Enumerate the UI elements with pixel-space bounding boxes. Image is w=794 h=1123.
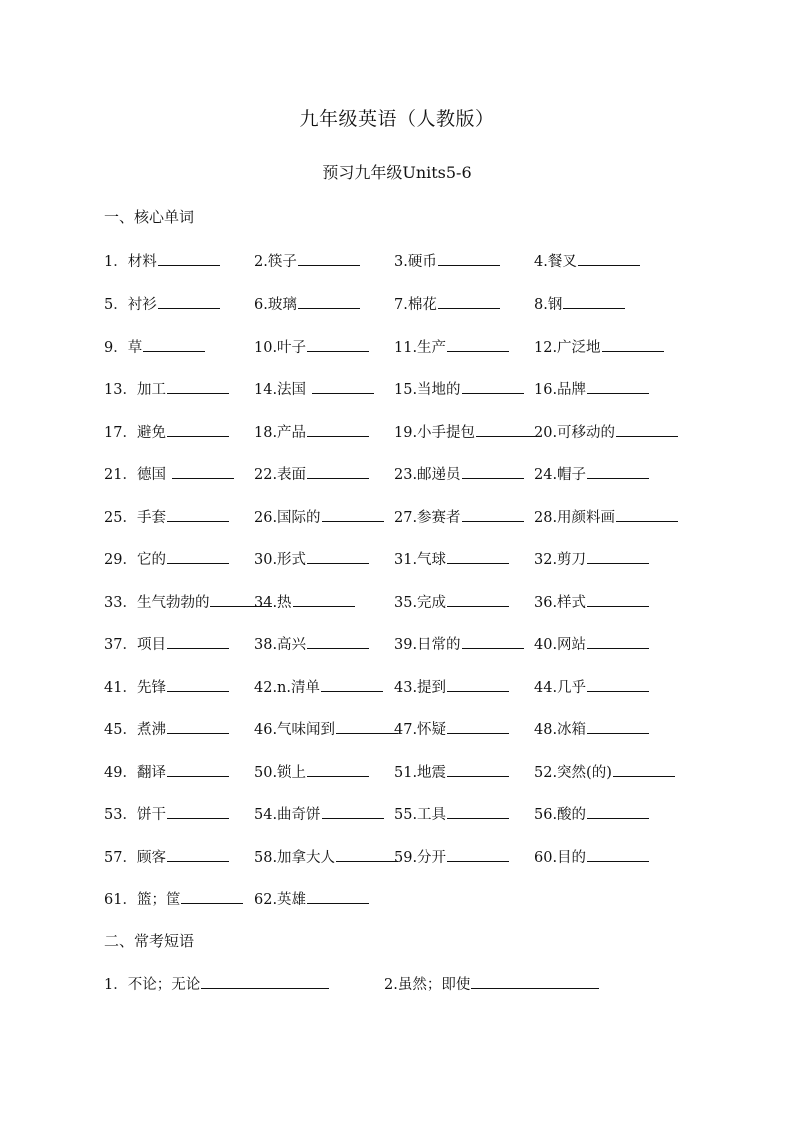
answer-blank[interactable]: [447, 761, 509, 777]
answer-blank[interactable]: [321, 676, 383, 692]
vocab-item: [104, 803, 229, 825]
vocab-label: 25．手套: [104, 510, 166, 526]
vocab-label: 53．饼干: [104, 807, 166, 823]
answer-blank[interactable]: [322, 803, 384, 819]
phrase-label: 1．不论；无论: [104, 977, 201, 993]
vocab-row: [104, 506, 704, 526]
answer-blank[interactable]: [447, 718, 509, 734]
answer-blank[interactable]: [336, 846, 398, 862]
vocab-item: [104, 378, 229, 400]
vocab-row: [104, 336, 704, 356]
answer-blank[interactable]: [563, 293, 625, 309]
vocab-item: [254, 463, 369, 485]
vocab-label: 34.热: [254, 595, 292, 611]
page-title: 九年级英语（人教版）: [299, 108, 495, 130]
phrase-item: [384, 973, 599, 995]
vocab-row: [104, 888, 704, 908]
section-heading-core-words: 一、核心单词: [104, 208, 195, 226]
vocab-label: 32.剪刀: [534, 552, 587, 568]
vocab-item: [104, 336, 205, 358]
answer-blank[interactable]: [158, 250, 220, 266]
vocab-label: 36.样式: [534, 595, 587, 611]
vocab-label: 31.气球: [394, 552, 447, 568]
answer-blank[interactable]: [602, 336, 664, 352]
answer-blank[interactable]: [167, 803, 229, 819]
answer-blank[interactable]: [312, 378, 374, 394]
vocab-item: [534, 336, 664, 358]
answer-blank[interactable]: [307, 421, 369, 437]
vocab-label: 17．避免: [104, 425, 166, 441]
answer-blank[interactable]: [587, 378, 649, 394]
vocab-item: [104, 676, 229, 698]
vocab-label: 54.曲奇饼: [254, 807, 321, 823]
answer-blank[interactable]: [447, 846, 509, 862]
vocab-item: [534, 676, 649, 698]
vocab-label: 12.广泛地: [534, 340, 601, 356]
vocab-label: 37．项目: [104, 637, 166, 653]
answer-blank[interactable]: [438, 250, 500, 266]
answer-blank[interactable]: [447, 548, 509, 564]
answer-blank[interactable]: [167, 421, 229, 437]
vocab-label: 52.突然(的): [534, 765, 612, 781]
phrase-row: [104, 973, 704, 993]
vocab-item: [254, 506, 384, 528]
vocab-label: 33．生气勃勃的: [104, 595, 210, 611]
vocab-item: [104, 846, 229, 868]
vocab-item: [534, 591, 649, 613]
vocab-item: [254, 633, 369, 655]
vocab-item: [394, 506, 524, 528]
vocab-item: [104, 463, 234, 485]
page-subtitle: 预习九年级Units5-6: [322, 163, 472, 182]
vocab-label: 42.n.清单: [254, 680, 321, 696]
answer-blank[interactable]: [462, 633, 524, 649]
vocab-item: [534, 463, 649, 485]
answer-blank[interactable]: [462, 378, 524, 394]
answer-blank[interactable]: [322, 506, 384, 522]
vocab-item: [394, 591, 509, 613]
answer-blank[interactable]: [158, 293, 220, 309]
answer-blank[interactable]: [447, 803, 509, 819]
answer-blank[interactable]: [462, 463, 524, 479]
answer-blank[interactable]: [447, 676, 509, 692]
answer-blank[interactable]: [307, 463, 369, 479]
vocab-label: 2.筷子: [254, 254, 297, 270]
answer-blank[interactable]: [167, 676, 229, 692]
vocab-row: [104, 633, 704, 653]
answer-blank[interactable]: [167, 506, 229, 522]
vocab-label: 43.提到: [394, 680, 447, 696]
vocab-item: [254, 803, 384, 825]
answer-blank[interactable]: [167, 633, 229, 649]
vocab-item: [254, 378, 374, 400]
vocab-item: [104, 250, 220, 272]
vocab-label: 10.叶子: [254, 340, 307, 356]
vocab-label: 49．翻译: [104, 765, 166, 781]
vocab-label: 1．材料: [104, 254, 157, 270]
vocab-label: 7.棉花: [394, 297, 437, 313]
answer-blank[interactable]: [587, 548, 649, 564]
answer-blank[interactable]: [293, 591, 355, 607]
vocab-row: [104, 250, 704, 270]
vocab-item: [104, 293, 220, 315]
vocab-label: 38.高兴: [254, 637, 307, 653]
vocab-item: [254, 421, 369, 443]
answer-blank[interactable]: [613, 761, 675, 777]
vocab-label: 23.邮递员: [394, 467, 461, 483]
answer-blank[interactable]: [587, 463, 649, 479]
vocab-item: [394, 803, 509, 825]
vocab-label: 46.气味闻到: [254, 722, 336, 738]
vocab-label: 14.法国: [254, 382, 311, 398]
vocab-item: [254, 548, 369, 570]
vocab-label: 59.分开: [394, 850, 447, 866]
vocab-item: [254, 293, 360, 315]
vocab-label: 22.表面: [254, 467, 307, 483]
answer-blank[interactable]: [587, 676, 649, 692]
vocab-label: 51.地震: [394, 765, 447, 781]
vocab-item: [254, 676, 383, 698]
vocab-item: [254, 888, 369, 910]
vocab-row: [104, 591, 704, 611]
vocab-item: [534, 378, 649, 400]
vocab-row: [104, 421, 704, 441]
vocab-item: [254, 718, 398, 740]
answer-blank[interactable]: [336, 718, 398, 734]
answer-blank[interactable]: [616, 506, 678, 522]
vocab-label: 19.小手提包: [394, 425, 476, 441]
vocab-item: [104, 633, 229, 655]
answer-blank[interactable]: [298, 250, 360, 266]
vocab-item: [394, 548, 509, 570]
vocab-label: 45．煮沸: [104, 722, 166, 738]
vocab-label: 21．德国: [104, 467, 171, 483]
vocab-row: [104, 378, 704, 398]
vocab-label: 24.帽子: [534, 467, 587, 483]
vocab-item: [394, 633, 524, 655]
answer-blank[interactable]: [172, 463, 234, 479]
vocab-item: [534, 506, 678, 528]
vocab-label: 4.餐叉: [534, 254, 577, 270]
section-heading-phrases: 二、常考短语: [104, 932, 195, 950]
vocab-item: [254, 761, 369, 783]
vocab-label: 29．它的: [104, 552, 166, 568]
answer-blank[interactable]: [298, 293, 360, 309]
vocab-label: 58.加拿大人: [254, 850, 336, 866]
vocab-item: [394, 293, 500, 315]
answer-blank[interactable]: [307, 633, 369, 649]
vocab-label: 27.参赛者: [394, 510, 461, 526]
vocab-item: [534, 803, 649, 825]
vocab-item: [534, 250, 640, 272]
vocab-label: 48.冰箱: [534, 722, 587, 738]
vocab-label: 15.当地的: [394, 382, 461, 398]
answer-blank[interactable]: [447, 336, 509, 352]
vocab-label: 62.英雄: [254, 892, 307, 908]
vocab-item: [534, 633, 649, 655]
vocab-label: 39.日常的: [394, 637, 461, 653]
vocab-item: [394, 250, 500, 272]
answer-blank[interactable]: [167, 378, 229, 394]
answer-blank[interactable]: [307, 761, 369, 777]
vocab-label: 8.钢: [534, 297, 563, 313]
vocab-label: 40.网站: [534, 637, 587, 653]
vocab-label: 20.可移动的: [534, 425, 616, 441]
vocab-row: [104, 463, 704, 483]
vocab-item: [104, 506, 229, 528]
vocab-row: [104, 761, 704, 781]
answer-blank[interactable]: [167, 761, 229, 777]
vocab-row: [104, 846, 704, 866]
vocab-item: [534, 718, 649, 740]
vocab-label: 35.完成: [394, 595, 447, 611]
vocab-item: [394, 846, 509, 868]
answer-blank[interactable]: [307, 548, 369, 564]
vocab-row: [104, 803, 704, 823]
vocab-item: [254, 336, 369, 358]
answer-blank[interactable]: [201, 973, 329, 989]
answer-blank[interactable]: [181, 888, 243, 904]
vocab-item: [394, 761, 509, 783]
vocab-item: [394, 676, 509, 698]
vocab-row: [104, 293, 704, 313]
answer-blank[interactable]: [587, 803, 649, 819]
vocab-label: 57．顾客: [104, 850, 166, 866]
vocab-item: [104, 548, 229, 570]
answer-blank[interactable]: [438, 293, 500, 309]
vocab-label: 61．篮；筐: [104, 892, 181, 908]
answer-blank[interactable]: [476, 421, 538, 437]
vocab-item: [394, 718, 509, 740]
vocab-item: [534, 846, 649, 868]
vocab-item: [394, 463, 524, 485]
phrase-label: 2.虽然；即使: [384, 977, 471, 993]
answer-blank[interactable]: [167, 548, 229, 564]
answer-blank[interactable]: [307, 336, 369, 352]
vocab-item: [254, 591, 355, 613]
vocab-label: 55.工具: [394, 807, 447, 823]
answer-blank[interactable]: [462, 506, 524, 522]
vocab-item: [394, 378, 524, 400]
vocab-label: 18.产品: [254, 425, 307, 441]
vocab-item: [534, 548, 649, 570]
answer-blank[interactable]: [587, 591, 649, 607]
vocab-item: [104, 888, 243, 910]
vocab-label: 30.形式: [254, 552, 307, 568]
vocab-item: [394, 336, 509, 358]
vocab-item: [104, 591, 272, 613]
vocab-item: [104, 421, 229, 443]
answer-blank[interactable]: [578, 250, 640, 266]
vocab-row: [104, 548, 704, 568]
answer-blank[interactable]: [587, 633, 649, 649]
vocab-item: [534, 761, 675, 783]
vocab-item: [104, 718, 229, 740]
vocab-label: 3.硬币: [394, 254, 437, 270]
answer-blank[interactable]: [471, 973, 599, 989]
answer-blank[interactable]: [587, 718, 649, 734]
vocab-item: [534, 293, 625, 315]
answer-blank[interactable]: [307, 888, 369, 904]
vocab-label: 26.国际的: [254, 510, 321, 526]
vocab-label: 56.酸的: [534, 807, 587, 823]
vocab-item: [394, 421, 538, 443]
answer-blank[interactable]: [143, 336, 205, 352]
vocab-item: [534, 421, 678, 443]
vocab-label: 13．加工: [104, 382, 166, 398]
answer-blank[interactable]: [447, 591, 509, 607]
vocab-label: 9．草: [104, 340, 143, 356]
answer-blank[interactable]: [616, 421, 678, 437]
vocab-row: [104, 718, 704, 738]
vocab-label: 50.锁上: [254, 765, 307, 781]
vocab-label: 28.用颜料画: [534, 510, 616, 526]
answer-blank[interactable]: [167, 718, 229, 734]
answer-blank[interactable]: [587, 846, 649, 862]
vocab-label: 44.几乎: [534, 680, 587, 696]
vocab-label: 47.怀疑: [394, 722, 447, 738]
answer-blank[interactable]: [167, 846, 229, 862]
vocab-label: 11.生产: [394, 340, 447, 356]
phrase-item: [104, 973, 329, 995]
vocab-item: [104, 761, 229, 783]
vocab-item: [254, 846, 398, 868]
vocab-label: 6.玻璃: [254, 297, 297, 313]
vocab-label: 60.目的: [534, 850, 587, 866]
vocab-label: 16.品牌: [534, 382, 587, 398]
vocab-item: [254, 250, 360, 272]
vocab-label: 41．先锋: [104, 680, 166, 696]
vocab-label: 5．衬衫: [104, 297, 157, 313]
vocab-row: [104, 676, 704, 696]
